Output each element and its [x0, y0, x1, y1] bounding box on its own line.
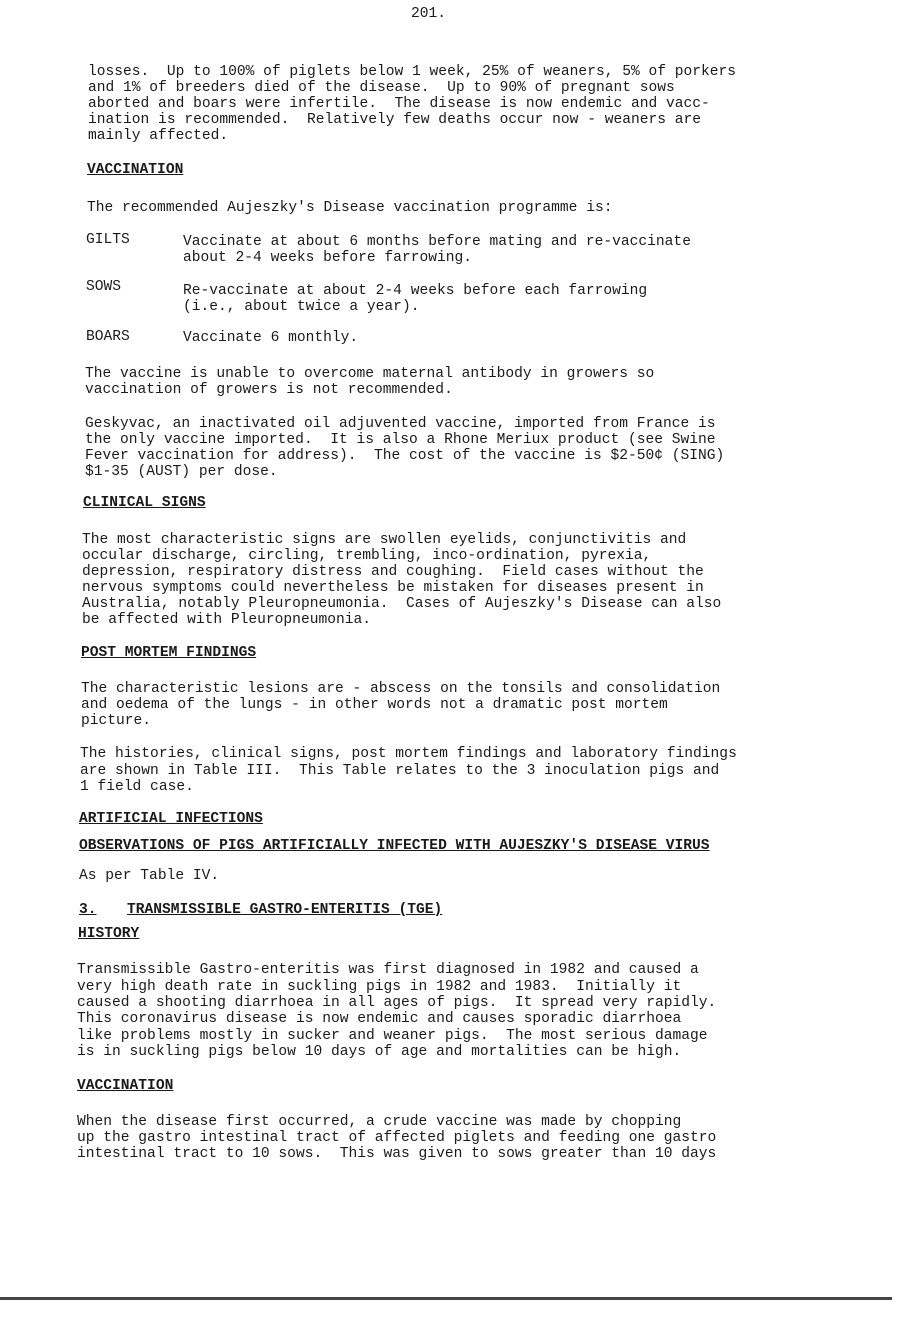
text-line: the only vaccine imported. It is also a Rhone Meriux product (see Swine — [85, 432, 716, 448]
schedule-text: Vaccinate at about 6 months before mating and re-vaccinate — [183, 234, 691, 250]
text-line: $1-35 (AUST) per dose. — [85, 464, 278, 480]
text-line: Transmissible Gastro-enteritis was first diagnosed in 1982 and caused a — [77, 962, 699, 978]
page-number: 201. — [411, 6, 447, 22]
section-heading-artificial-infections: ARTIFICIAL INFECTIONS — [79, 811, 263, 827]
section-heading-post-mortem: POST MORTEM FINDINGS — [81, 645, 257, 661]
text-line: losses. Up to 100% of piglets below 1 week, 25% of weaners, 5% of porkers — [88, 64, 737, 80]
text-line: are shown in Table III. This Table relates to the 3 inoculation pigs and — [80, 763, 720, 779]
text-line: vaccination of growers is not recommended. — [85, 382, 453, 398]
schedule-text: (i.e., about twice a year). — [183, 299, 420, 315]
text-line: When the disease first occurred, a crude vaccine was made by chopping — [77, 1114, 682, 1130]
text-line: and oedema of the lungs - in other words not a dramatic post mortem — [81, 697, 668, 713]
text-line: The characteristic lesions are - abscess on the tonsils and consolidation — [81, 681, 721, 697]
text-line: nervous symptoms could nevertheless be mistaken for diseases present in — [82, 580, 704, 596]
text-line: occular discharge, circling, trembling, inco-ordination, pyrexia, — [82, 548, 652, 564]
text-line: intestinal tract to 10 sows. This was given to sows greater than 10 days — [77, 1146, 717, 1162]
text-line: The vaccine is unable to overcome maternal antibody in growers so — [85, 366, 655, 382]
text-line: picture. — [81, 713, 152, 729]
schedule-text: Vaccinate 6 monthly. — [183, 330, 359, 346]
section-subheading-observations: OBSERVATIONS OF PIGS ARTIFICIALLY INFECTED WITH AUJESZKY'S DISEASE VIRUS — [79, 838, 710, 854]
schedule-group: BOARS — [86, 329, 130, 345]
section-title: TRANSMISSIBLE GASTRO-ENTERITIS (TGE) — [127, 902, 443, 918]
section-heading-history: HISTORY — [78, 926, 140, 942]
text-line: mainly affected. — [88, 128, 229, 144]
text-line: depression, respiratory distress and coughing. Field cases without the — [82, 564, 704, 580]
section-heading-tge-vaccination: VACCINATION — [77, 1078, 174, 1094]
section-number: 3. — [79, 902, 97, 918]
text-line: 1 field case. — [80, 779, 194, 795]
text-line: caused a shooting diarrhoea in all ages of pigs. It spread very rapidly. — [77, 995, 717, 1011]
section-heading-vaccination: VACCINATION — [87, 162, 184, 178]
schedule-text: about 2-4 weeks before farrowing. — [183, 250, 473, 266]
text-line: be affected with Pleuropneumonia. — [82, 612, 372, 628]
text-line: very high death rate in suckling pigs in 1982 and 1983. Initially it — [77, 979, 682, 995]
text-line: up the gastro intestinal tract of affected piglets and feeding one gastro — [77, 1130, 717, 1146]
page-bottom-rule — [0, 1297, 892, 1300]
artificial-text: As per Table IV. — [79, 868, 220, 884]
section-heading-clinical-signs: CLINICAL SIGNS — [83, 495, 206, 511]
text-line: aborted and boars were infertile. The disease is now endemic and vacc- — [88, 96, 710, 112]
schedule-text: Re-vaccinate at about 2-4 weeks before each farrowing — [183, 283, 648, 299]
vaccination-intro: The recommended Aujeszky's Disease vaccination programme is: — [87, 200, 613, 216]
text-line: is in suckling pigs below 10 days of age and mortalities can be high. — [77, 1044, 682, 1060]
text-line: This coronavirus disease is now endemic and causes sporadic diarrhoea — [77, 1011, 682, 1027]
text-line: ination is recommended. Relatively few deaths occur now - weaners are — [88, 112, 702, 128]
text-line: Australia, notably Pleuropneumonia. Cases of Aujeszky's Disease can also — [82, 596, 722, 612]
text-line: The histories, clinical signs, post mortem findings and laboratory findings — [80, 746, 737, 762]
text-line: Geskyvac, an inactivated oil adjuvented vaccine, imported from France is — [85, 416, 716, 432]
schedule-group: GILTS — [86, 232, 130, 248]
schedule-group: SOWS — [86, 279, 122, 295]
text-line: Fever vaccination for address). The cost of the vaccine is $2-50¢ (SING) — [85, 448, 725, 464]
text-line: and 1% of breeders died of the disease. Up to 90% of pregnant sows — [88, 80, 675, 96]
text-line: like problems mostly in sucker and weaner pigs. The most serious damage — [77, 1028, 708, 1044]
text-line: The most characteristic signs are swollen eyelids, conjunctivitis and — [82, 532, 687, 548]
